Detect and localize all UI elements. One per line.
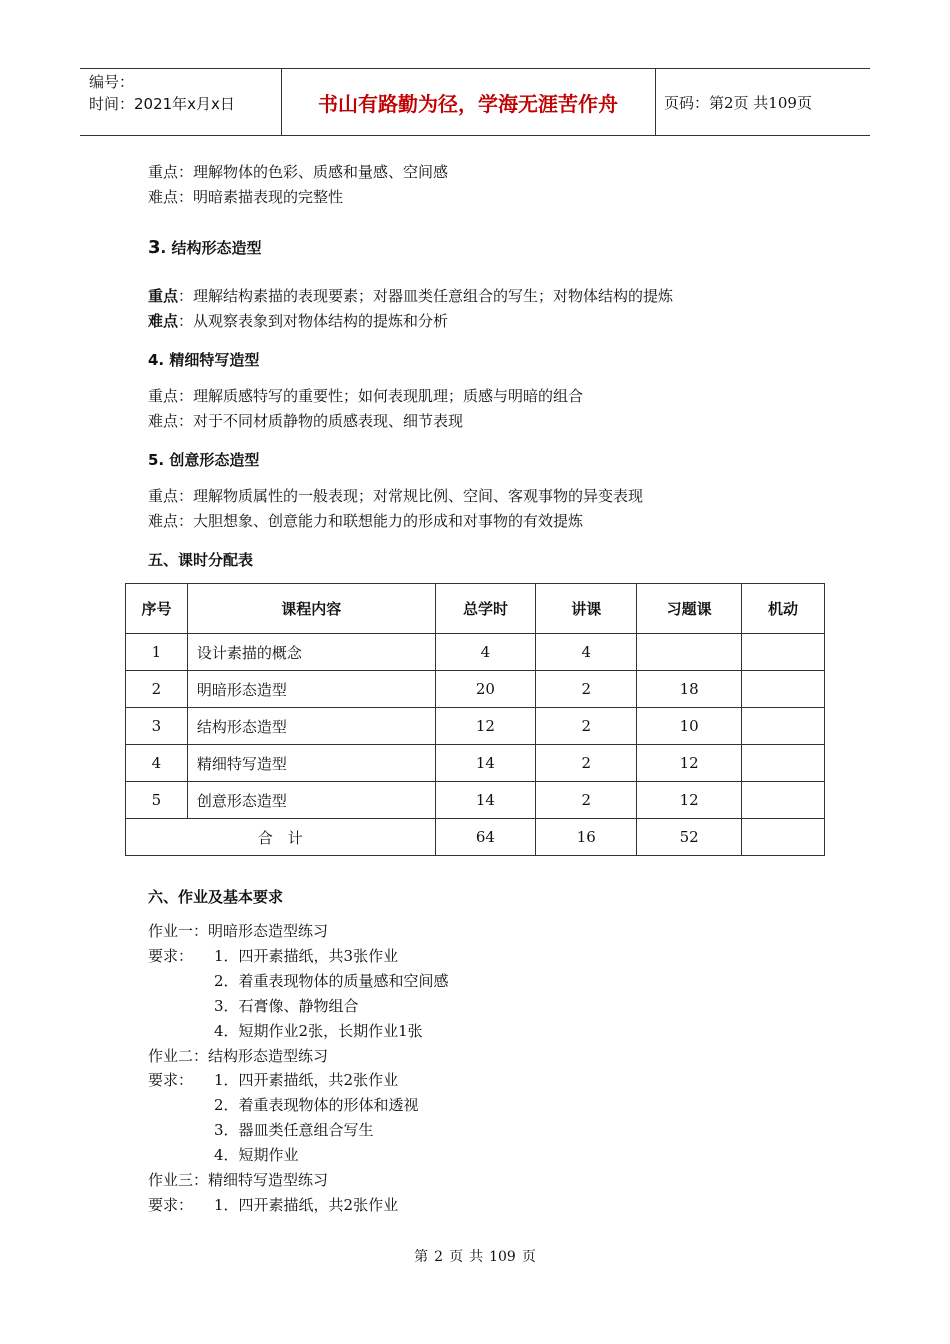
footer-ye1: 页: [449, 1249, 464, 1265]
section5-key-point: 重点：理解物质属性的一般表现；对常规比例、空间、客观事物的异变表现: [148, 487, 644, 505]
assignment3-req-label: 要求：: [148, 1196, 194, 1214]
header-bottom-rule: [80, 135, 870, 136]
cell-exercise: 10: [637, 708, 742, 745]
table-row: [126, 708, 825, 745]
assignment2-item: 2．着重表现物体的形体和透视: [214, 1096, 419, 1114]
cell-flexible-sum: [742, 819, 825, 856]
header-motto: 书山有路勤为径，学海无涯苦作舟: [318, 91, 618, 116]
section-five-title: 五、课时分配表: [148, 551, 254, 569]
table-row: [126, 671, 825, 708]
cell-index: 5: [126, 782, 188, 819]
header-page-number: 页码：第2页 共109页: [664, 94, 812, 112]
page-footer: [0, 1246, 950, 1266]
cell-flexible: [742, 671, 825, 708]
th-content: 课程内容: [187, 584, 435, 634]
header-info: [89, 72, 235, 114]
section3-diff-text: ：从观察表象到对物体结构的提炼和分析: [178, 312, 449, 330]
cell-total-label: 合 计: [126, 819, 436, 856]
cell-flexible: [742, 745, 825, 782]
section-six-title: 六、作业及基本要求: [148, 888, 284, 906]
section4-key-point: 重点：理解质感特写的重要性；如何表现肌理；质感与明暗的组合: [148, 387, 584, 405]
assignment2-item: 3．器皿类任意组合写生: [214, 1121, 374, 1139]
footer-di: 第: [414, 1249, 429, 1265]
cell-content: 设计素描的概念: [187, 634, 435, 671]
cell-index: 1: [126, 634, 188, 671]
th-index: 序号: [126, 584, 188, 634]
cell-total-hours: 20: [435, 671, 536, 708]
section3-heading: [148, 237, 261, 258]
section3-heading-text: . 结构形态造型: [160, 239, 262, 257]
header-time: 时间：2021年x月x日: [89, 95, 235, 113]
footer-page: 2: [434, 1249, 444, 1265]
schedule-table: [125, 583, 825, 856]
table-header-row: [126, 584, 825, 634]
section3-key-point: [148, 287, 673, 305]
assignment3-title: 作业三：精细特写造型练习: [148, 1171, 329, 1189]
top-difficulty: 难点：明暗素描表现的完整性: [148, 188, 344, 206]
section3-key-text: ：理解结构素描的表现要素；对器皿类任意组合的写生；对物体结构的提炼: [178, 287, 674, 305]
assignment1-req-label: 要求：: [148, 947, 194, 965]
cell-exercise: 12: [637, 782, 742, 819]
cell-total-hours: 14: [435, 745, 536, 782]
section5-heading: 5. 创意形态造型: [148, 451, 260, 469]
assignment1-item: 2．着重表现物体的质量感和空间感: [214, 972, 449, 990]
assignment2-item: 4．短期作业: [214, 1146, 299, 1164]
cell-lecture-sum: 16: [536, 819, 637, 856]
cell-content: 精细特写造型: [187, 745, 435, 782]
section3-heading-num: 3: [148, 237, 161, 258]
section4-difficulty: 难点：对于不同材质静物的质感表现、细节表现: [148, 412, 464, 430]
header-divider-2: [655, 69, 656, 135]
section3-diff-label: 难点: [148, 312, 179, 330]
cell-content: 明暗形态造型: [187, 671, 435, 708]
cell-flexible: [742, 782, 825, 819]
assignment2-req-label: 要求：: [148, 1071, 194, 1089]
assignment1-title: 作业一：明暗形态造型练习: [148, 922, 329, 940]
footer-ye2: 页: [521, 1249, 536, 1265]
table-total-row: [126, 819, 825, 856]
cell-lecture: 2: [536, 745, 637, 782]
th-lecture: 讲课: [536, 584, 637, 634]
table-row: [126, 745, 825, 782]
assignment2-item: 1．四开素描纸，共2张作业: [214, 1071, 399, 1089]
cell-index: 4: [126, 745, 188, 782]
assignment1-item: 1．四开素描纸，共3张作业: [214, 947, 399, 965]
section3-key-label: 重点: [148, 287, 179, 305]
th-exercise: 习题课: [637, 584, 742, 634]
cell-total-hours: 12: [435, 708, 536, 745]
cell-content: 创意形态造型: [187, 782, 435, 819]
cell-index: 2: [126, 671, 188, 708]
assignment1-item: 4．短期作业2张，长期作业1张: [214, 1022, 423, 1040]
assignment3-item: 1．四开素描纸，共2张作业: [214, 1196, 399, 1214]
cell-lecture: 4: [536, 634, 637, 671]
table-row: [126, 782, 825, 819]
cell-flexible: [742, 634, 825, 671]
cell-exercise: 18: [637, 671, 742, 708]
cell-index: 3: [126, 708, 188, 745]
th-flexible: 机动: [742, 584, 825, 634]
th-total-hours: 总学时: [435, 584, 536, 634]
cell-lecture: 2: [536, 708, 637, 745]
cell-lecture: 2: [536, 782, 637, 819]
assignment1-item: 3．石膏像、静物组合: [214, 997, 359, 1015]
footer-total: 109: [489, 1249, 516, 1265]
cell-lecture: 2: [536, 671, 637, 708]
section4-heading: 4. 精细特写造型: [148, 351, 260, 369]
section3-difficulty: [148, 312, 448, 330]
assignment2-title: 作业二：结构形态造型练习: [148, 1047, 329, 1065]
cell-content: 结构形态造型: [187, 708, 435, 745]
cell-exercise: 12: [637, 745, 742, 782]
cell-total-hours-sum: 64: [435, 819, 536, 856]
footer-gong: 共: [469, 1249, 484, 1265]
cell-flexible: [742, 708, 825, 745]
cell-total-hours: 14: [435, 782, 536, 819]
header-number: 编号：: [89, 73, 135, 91]
table-row: [126, 634, 825, 671]
cell-total-hours: 4: [435, 634, 536, 671]
top-key-point: 重点：理解物体的色彩、质感和量感、空间感: [148, 163, 449, 181]
cell-exercise-sum: 52: [637, 819, 742, 856]
cell-exercise: [637, 634, 742, 671]
section5-difficulty: 难点：大胆想象、创意能力和联想能力的形成和对事物的有效提炼: [148, 512, 584, 530]
